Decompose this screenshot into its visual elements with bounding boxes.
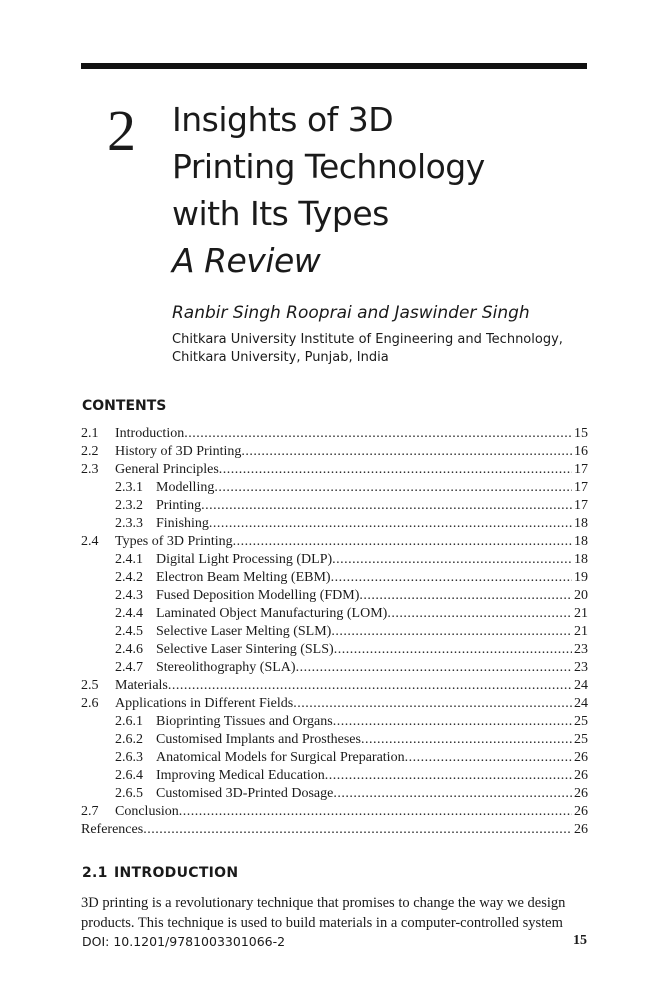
toc-entry-page: 15 [574,426,588,441]
toc-entry-page: 18 [574,516,588,531]
body-line: 3D printing is a revolutionary technique that promises to change the way we design [81,895,566,911]
toc-entry[interactable] [81,785,588,803]
toc-entry-page: 17 [574,462,588,477]
toc-entry-title: History of 3D Printing [115,444,242,459]
page-number: 15 [573,933,587,948]
toc-entry-number: 2.1 [81,426,99,441]
toc-entry-page: 17 [574,498,588,513]
toc-entry-number: 2.3.3 [115,516,143,531]
toc-entry-title: Bioprinting Tissues and Organs [156,714,333,729]
toc-entry[interactable] [81,605,588,623]
toc-leader-dots [241,443,572,461]
toc-entry-number: 2.2 [81,444,99,459]
toc-entry-number: 2.6.4 [115,768,143,783]
toc-entry[interactable] [81,551,588,569]
toc-entry-number: 2.3 [81,462,99,477]
toc-entry-page: 20 [574,588,588,603]
toc-leader-dots [233,533,572,551]
toc-entry-title: Anatomical Models for Surgical Preparation [156,750,405,765]
toc-entry-page: 26 [574,822,588,837]
toc-entry-title: Applications in Different Fields [115,696,294,711]
toc-entry-page: 26 [574,768,588,783]
toc-entry[interactable] [81,641,588,659]
toc-entry-page: 23 [574,660,588,675]
toc-entry[interactable] [81,425,588,443]
chapter-title-line: Insights of 3D [172,100,394,139]
toc-entry-page: 21 [574,606,588,621]
toc-entry-title: Selective Laser Sintering (SLS) [156,642,334,657]
toc-entry-number: 2.4 [81,534,99,549]
body-line: products. This technique is used to build materials in a computer-controlled system [81,915,563,931]
toc-entry[interactable] [81,443,588,461]
toc-entry-number: 2.6 [81,696,99,711]
toc-entry[interactable] [81,461,588,479]
toc-leader-dots [214,479,572,497]
toc-entry-title: Laminated Object Manufacturing (LOM) [156,606,388,621]
toc-entry-title: General Principles [115,462,219,477]
toc-entry[interactable] [81,695,588,713]
toc-entry[interactable] [81,569,588,587]
toc-entry-title: Fused Deposition Modelling (FDM) [156,588,360,603]
toc-leader-dots [331,623,572,641]
toc-leader-dots [334,641,572,659]
chapter-top-rule [81,63,587,69]
toc-entry[interactable] [81,497,588,515]
chapter-title-line: with Its Types [172,194,389,233]
toc-entry-number: 2.4.4 [115,606,143,621]
toc-entry-page: 26 [574,786,588,801]
toc-entry-page: 21 [574,624,588,639]
section-title: INTRODUCTION [114,865,239,881]
toc-entry-number: 2.4.2 [115,570,143,585]
toc-entry[interactable] [81,515,588,533]
toc-entry-title: Introduction [115,426,185,441]
toc-entry-title: Selective Laser Melting (SLM) [156,624,332,639]
contents-heading: CONTENTS [82,398,167,414]
toc-leader-dots [325,767,572,785]
table-of-contents [81,425,588,839]
toc-entry-number: 2.4.6 [115,642,143,657]
toc-entry-page: 26 [574,750,588,765]
toc-entry-page: 25 [574,732,588,747]
toc-leader-dots [333,713,572,731]
toc-entry-number: 2.6.3 [115,750,143,765]
toc-entry-number: 2.3.2 [115,498,143,513]
toc-entry[interactable] [81,749,588,767]
toc-entry-number: 2.6.5 [115,786,143,801]
toc-entry-title: Types of 3D Printing [115,534,233,549]
toc-entry-title: Customised Implants and Prostheses [156,732,361,747]
toc-entry[interactable] [81,533,588,551]
chapter-subtitle: A Review [172,241,321,280]
toc-entry-page: 24 [574,696,588,711]
chapter-number: 2 [107,98,136,163]
toc-leader-dots [179,803,572,821]
doi-footer: DOI: 10.1201/9781003301066-2 [82,934,286,949]
author-affiliation [172,331,563,367]
affiliation-line: Chitkara University Institute of Engineering and Technology, [172,332,563,347]
toc-leader-dots [359,587,572,605]
toc-entry-page: 16 [574,444,588,459]
toc-entry-title: Materials [115,678,168,693]
toc-leader-dots [168,677,572,695]
toc-entry[interactable] [81,713,588,731]
toc-leader-dots [296,659,572,677]
toc-entry-number: 2.4.7 [115,660,143,675]
toc-entry[interactable] [81,659,588,677]
toc-entry-title: Printing [156,498,202,513]
toc-leader-dots [209,515,572,533]
toc-entry-page: 18 [574,534,588,549]
toc-entry[interactable] [81,623,588,641]
toc-leader-dots [184,425,572,443]
toc-entry-page: 25 [574,714,588,729]
toc-entry-number: 2.4.3 [115,588,143,603]
toc-entry-title: Improving Medical Education [156,768,325,783]
toc-entry[interactable] [81,731,588,749]
toc-leader-dots [201,497,572,515]
chapter-title [172,96,485,284]
toc-entry-title: Finishing [156,516,209,531]
toc-entry-page: 17 [574,480,588,495]
toc-entry-number: 2.5 [81,678,99,693]
toc-entry-number: 2.3.1 [115,480,143,495]
toc-leader-dots [333,785,572,803]
toc-entry-page: 19 [574,570,588,585]
toc-entry-number: 2.7 [81,804,99,819]
toc-entry-title: Customised 3D-Printed Dosage [156,786,334,801]
toc-entry-number: 2.6.2 [115,732,143,747]
toc-leader-dots [332,551,572,569]
section-body [81,893,588,933]
chapter-title-line: Printing Technology [172,147,485,186]
toc-entry-title: Digital Light Processing (DLP) [156,552,333,567]
toc-entry-page: 24 [574,678,588,693]
toc-entry[interactable] [81,821,588,839]
toc-entry-number: 2.6.1 [115,714,143,729]
affiliation-line: Chitkara University, Punjab, India [172,350,389,365]
toc-entry-page: 18 [574,552,588,567]
toc-entry-title: Electron Beam Melting (EBM) [156,570,331,585]
toc-leader-dots [293,695,572,713]
toc-leader-dots [387,605,572,623]
toc-entry[interactable] [81,479,588,497]
toc-entry[interactable] [81,803,588,821]
toc-entry-title: Conclusion [115,804,179,819]
toc-entry[interactable] [81,677,588,695]
section-heading [82,865,238,881]
toc-entry[interactable] [81,767,588,785]
toc-entry-number: 2.4.5 [115,624,143,639]
toc-leader-dots [143,821,572,839]
toc-entry-title: Stereolithography (SLA) [156,660,296,675]
toc-entry-title: References [81,822,144,837]
section-number: 2.1 [82,865,108,881]
chapter-authors: Ranbir Singh Rooprai and Jaswinder Singh [172,303,530,323]
toc-entry[interactable] [81,587,588,605]
toc-entry-page: 26 [574,804,588,819]
toc-entry-title: Modelling [156,480,215,495]
toc-entry-page: 23 [574,642,588,657]
toc-leader-dots [361,731,572,749]
toc-leader-dots [219,461,572,479]
toc-leader-dots [331,569,572,587]
toc-leader-dots [405,749,572,767]
toc-entry-number: 2.4.1 [115,552,143,567]
